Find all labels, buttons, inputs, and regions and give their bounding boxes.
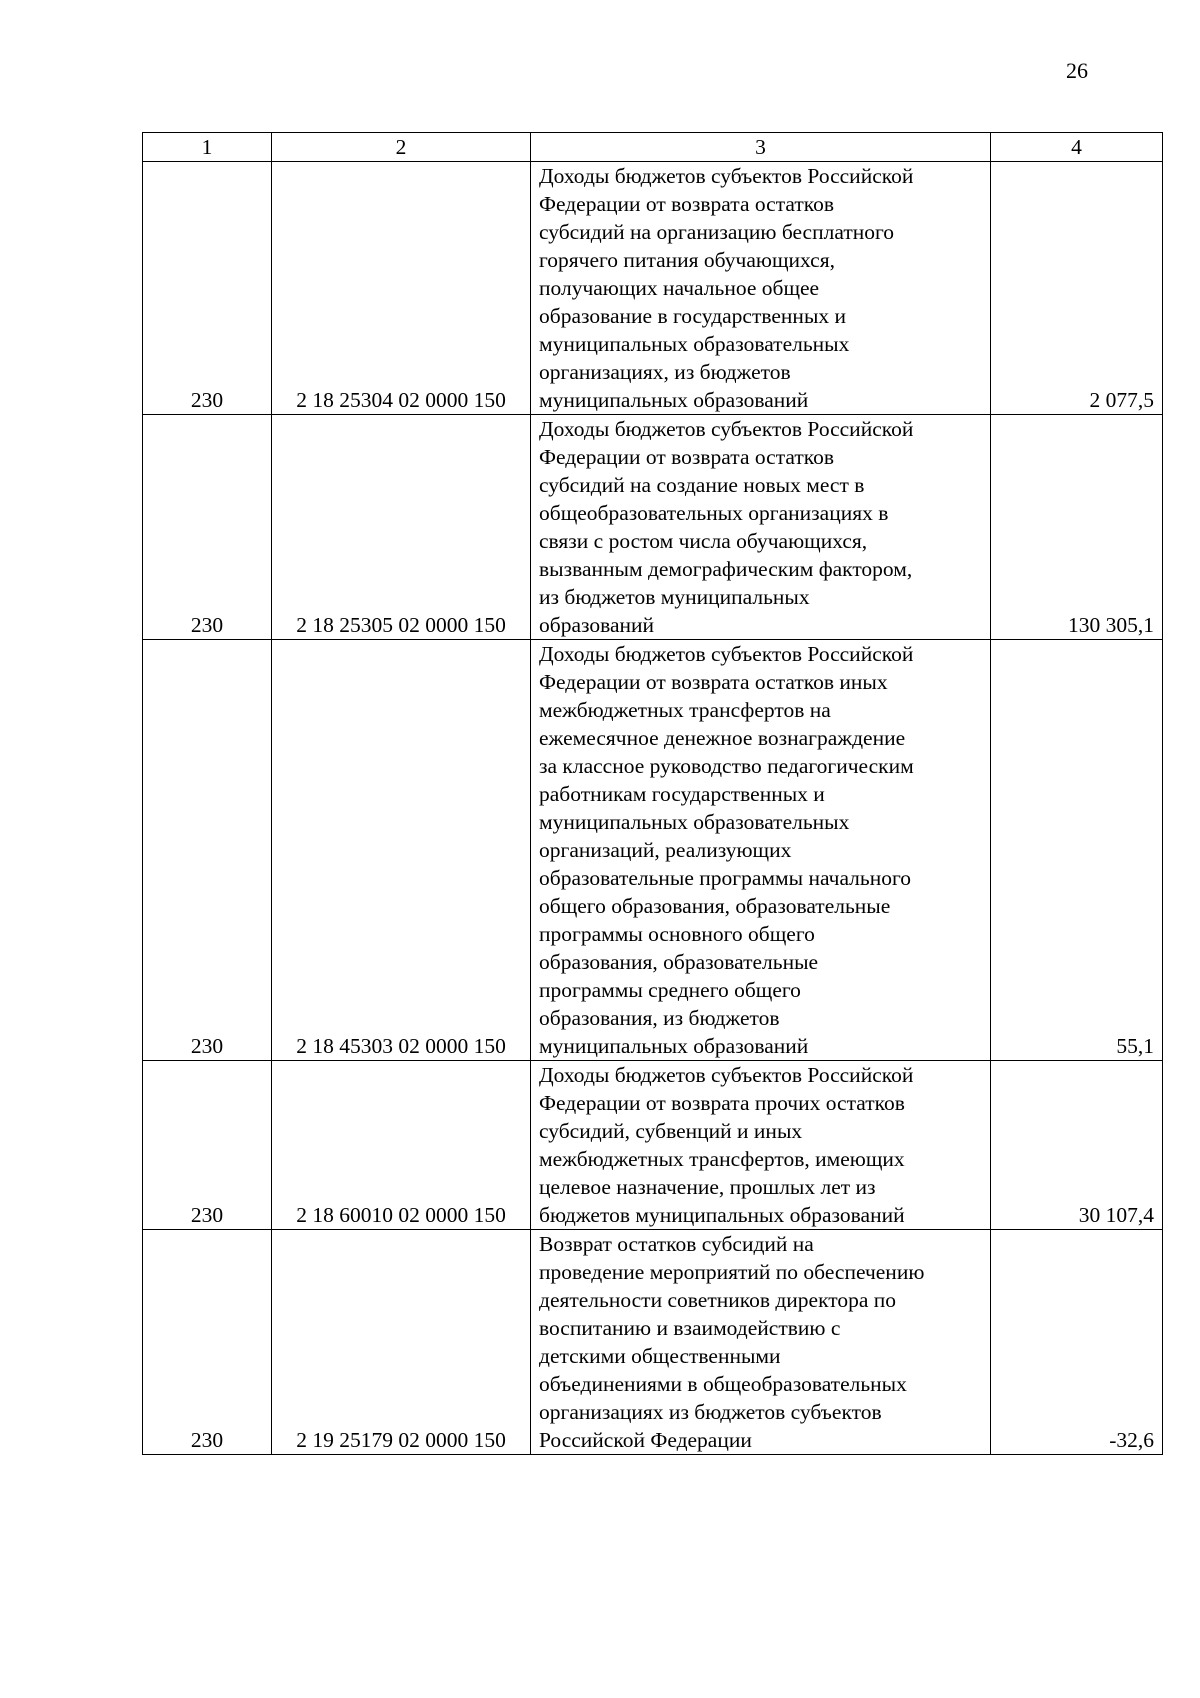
description-line: субсидий на создание новых мест в: [539, 473, 865, 497]
description-line: связи с ростом числа обучающихся,: [539, 529, 868, 553]
description-line: образования, из бюджетов: [539, 1006, 780, 1030]
amount-cell: 130 305,1: [991, 415, 1163, 640]
description-line: бюджетов муниципальных образований: [539, 1203, 905, 1227]
description-line: Федерации от возврата остатков: [539, 445, 834, 469]
table-body: [143, 162, 1163, 1455]
table-header-row: [143, 133, 1163, 162]
description-line: образования, образовательные: [539, 950, 819, 974]
description-line: муниципальных образовательных: [539, 810, 850, 834]
revenue-description-cell: [531, 1061, 991, 1230]
admin-code-cell: 230: [143, 640, 272, 1061]
page-number: 26: [1066, 58, 1088, 83]
description-line: муниципальных образовательных: [539, 332, 850, 356]
description-line: образований: [539, 613, 655, 637]
description-line: Доходы бюджетов субъектов Российской: [539, 1063, 914, 1087]
description-line: образование в государственных и: [539, 304, 847, 328]
description-line: горячего питания обучающихся,: [539, 248, 835, 272]
admin-code-cell: 230: [143, 162, 272, 415]
amount-cell: -32,6: [991, 1230, 1163, 1455]
admin-code-cell: 230: [143, 1230, 272, 1455]
admin-code-cell: 230: [143, 415, 272, 640]
description-line: Федерации от возврата прочих остатков: [539, 1091, 905, 1115]
description-line: организациях из бюджетов субъектов: [539, 1400, 882, 1424]
description-line: вызванным демографическим фактором,: [539, 557, 913, 581]
budget-classification-code-cell: 2 18 25305 02 0000 150: [272, 415, 531, 640]
revenue-description-cell: [531, 415, 991, 640]
description-line: Доходы бюджетов субъектов Российской: [539, 164, 914, 188]
amount-cell: 2 077,5: [991, 162, 1163, 415]
description-line: организациях, из бюджетов: [539, 360, 791, 384]
description-line: субсидий, субвенций и иных: [539, 1119, 803, 1143]
description-line: межбюджетных трансфертов, имеющих: [539, 1147, 905, 1171]
description-line: Доходы бюджетов субъектов Российской: [539, 642, 914, 666]
amount-cell: 55,1: [991, 640, 1163, 1061]
revenue-description-cell: [531, 640, 991, 1061]
column-header-2: 2: [272, 133, 531, 162]
table-row: [143, 415, 1163, 640]
description-line: деятельности советников директора по: [539, 1288, 897, 1312]
budget-classification-code-cell: 2 18 60010 02 0000 150: [272, 1061, 531, 1230]
description-line: ежемесячное денежное вознаграждение: [539, 726, 906, 750]
description-line: объединениями в общеобразовательных: [539, 1372, 907, 1396]
table-row: [143, 1230, 1163, 1455]
description-line: Доходы бюджетов субъектов Российской: [539, 417, 914, 441]
column-header-3: 3: [531, 133, 991, 162]
budget-classification-code-cell: 2 18 25304 02 0000 150: [272, 162, 531, 415]
description-line: программы среднего общего: [539, 978, 801, 1002]
description-line: за классное руководство педагогическим: [539, 754, 914, 778]
description-line: общего образования, образовательные: [539, 894, 891, 918]
description-line: муниципальных образований: [539, 1034, 809, 1058]
description-line: Российской Федерации: [539, 1428, 752, 1452]
column-header-1: 1: [143, 133, 272, 162]
description-line: Федерации от возврата остатков иных: [539, 670, 888, 694]
table-row: [143, 640, 1163, 1061]
description-line: Федерации от возврата остатков: [539, 192, 834, 216]
description-line: из бюджетов муниципальных: [539, 585, 810, 609]
description-line: муниципальных образований: [539, 388, 809, 412]
description-line: целевое назначение, прошлых лет из: [539, 1175, 876, 1199]
description-line: организаций, реализующих: [539, 838, 792, 862]
description-line: Возврат остатков субсидий на: [539, 1232, 814, 1256]
revenue-description-cell: [531, 1230, 991, 1455]
table-row: [143, 162, 1163, 415]
revenue-description-cell: [531, 162, 991, 415]
description-line: межбюджетных трансфертов на: [539, 698, 831, 722]
description-line: воспитанию и взаимодействию с: [539, 1316, 841, 1340]
column-header-4: 4: [991, 133, 1163, 162]
amount-cell: 30 107,4: [991, 1061, 1163, 1230]
description-line: работникам государственных и: [539, 782, 825, 806]
description-line: образовательные программы начального: [539, 866, 911, 890]
admin-code-cell: 230: [143, 1061, 272, 1230]
budget-classification-code-cell: 2 19 25179 02 0000 150: [272, 1230, 531, 1455]
description-line: получающих начальное общее: [539, 276, 820, 300]
description-line: общеобразовательных организациях в: [539, 501, 889, 525]
description-line: программы основного общего: [539, 922, 815, 946]
description-line: детскими общественными: [539, 1344, 781, 1368]
table-row: [143, 1061, 1163, 1230]
description-line: субсидий на организацию бесплатного: [539, 220, 895, 244]
description-line: проведение мероприятий по обеспечению: [539, 1260, 925, 1284]
budget-revenue-table: [142, 132, 1163, 1455]
budget-classification-code-cell: 2 18 45303 02 0000 150: [272, 640, 531, 1061]
